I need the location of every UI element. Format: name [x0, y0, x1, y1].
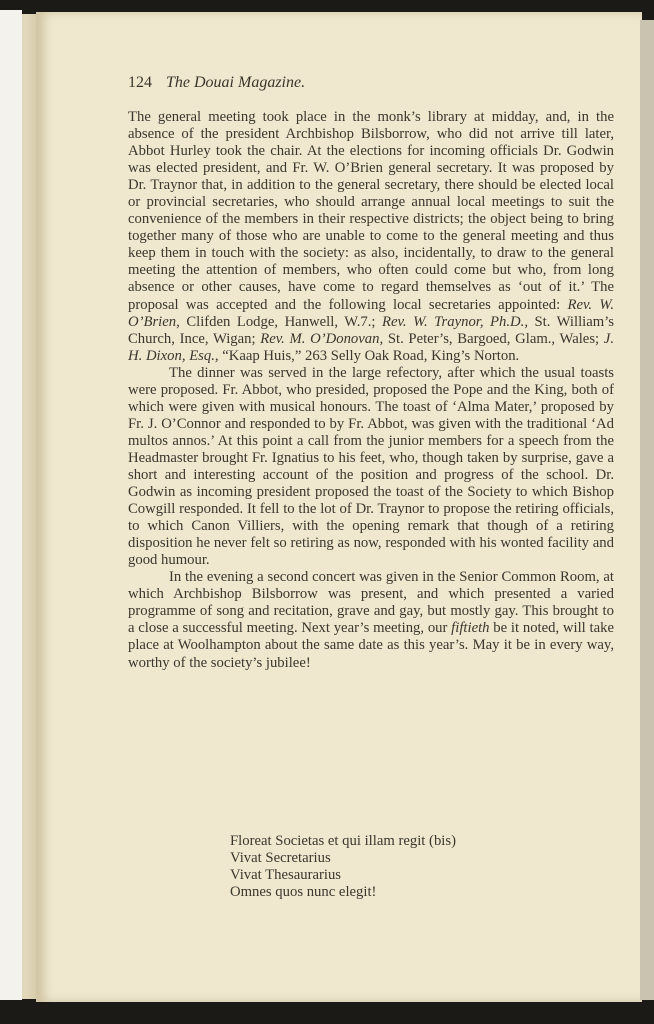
- verse-line: Omnes quos nunc elegit!: [230, 884, 377, 901]
- paragraph-dinner: The dinner was served in the large refectory, after which the usual toasts were proposed. Fr. Abbot, who presided, proposed the Pope and the King, both of which were given with musical honours. The toast of ‘Alma Mater,’ proposed by Fr. J. O’Connor and responded to by Fr. Abbot, was given with the traditional ‘Ad multos annos.’ At this point a call from the junior members for a speech from the Headmaster brought Fr. Ignatius to his feet, who, though taken by surprise, gave a short and interesting account of the position and progress of the school. Dr. Godwin as incoming president proposed the toast of the Society to which Bishop Cowgill responded. It fell to the lot of Dr. Traynor to propose the retiring officials, to which Canon Villiers, with the opening remark that though of a retiring disposition he never felt so retiring as now, responded with his wonted facility and good humour.: [128, 364, 614, 569]
- magazine-title: The Douai Magazine.: [166, 74, 306, 91]
- verse-line: Floreat Societas et qui illam regit (bis): [230, 833, 456, 849]
- secretary-name: Rev. W. Traynor, Ph.D.,: [382, 313, 528, 330]
- secretary-name: Rev. W. O’Brien,: [128, 296, 614, 330]
- secretary-name: Rev. M. O’Donovan,: [260, 330, 384, 347]
- paragraph-evening-concert: [128, 569, 614, 671]
- emphasis-fiftieth: fiftieth: [451, 620, 490, 637]
- secretary-name: J. H. Dixon, Esq.,: [128, 330, 614, 364]
- text-run: The general meeting took place in the monk’s library at midday, and, in the absence of the president Archbishop Bilsborrow, who did not arrive till later, Abbot Hurley took the chair. At the elections for incoming officials Dr. Godwin was elected president, and Fr. W. O’Brien general secretary. It was proposed by Dr. Traynor that, in addition to the general secretary, there should be elected local or provincial secretaries, who should arrange annual local meetings to suit the convenience of the members in their respective districts; the object being to bring together many of those who are unable to come to the general meeting and thus keep them in touch with the society: as also, incidentally, to draw to the general meeting the attention of members, who often could come but who, from long absence or other causes, have come to regard themselves as ‘out of it.’ The proposal was accepted and the following local secretaries appointed:: [128, 109, 614, 313]
- article-body: [128, 109, 614, 672]
- facing-page-edge: [0, 10, 22, 1000]
- verse-line: Vivat Secretarius: [230, 850, 331, 867]
- verse-line: Vivat Thesaurarius: [230, 867, 342, 884]
- text-run: In the evening a second concert was given in the Senior Common Room, at which Archbishop Bilsborrow was present, and which presented a varied programme of song and recitation, grave and gay, but mostly gay. This brought to a close a successful meeting. Next year’s meeting, our: [128, 569, 614, 637]
- running-header: [128, 74, 305, 92]
- page-number: 124: [128, 74, 152, 91]
- text-run: “Kaap Huis,” 263 Selly Oak Road, King’s Norton.: [218, 347, 520, 364]
- right-page-edge: [640, 20, 654, 1000]
- paragraph-general-meeting: [128, 109, 614, 365]
- text-run: Clifden Lodge, Hanwell, W.7.;: [179, 313, 383, 330]
- text-run: be it noted, will take place at Woolhampton about the same date as this year’s. May it be in every way, worthy of the society’s jubilee!: [128, 620, 614, 671]
- text-run: St. Peter’s, Bargoed, Glam., Wales;: [383, 330, 604, 347]
- closing-verse: [230, 833, 456, 901]
- text-run: St. William’s Church, Ince, Wigan;: [128, 313, 614, 347]
